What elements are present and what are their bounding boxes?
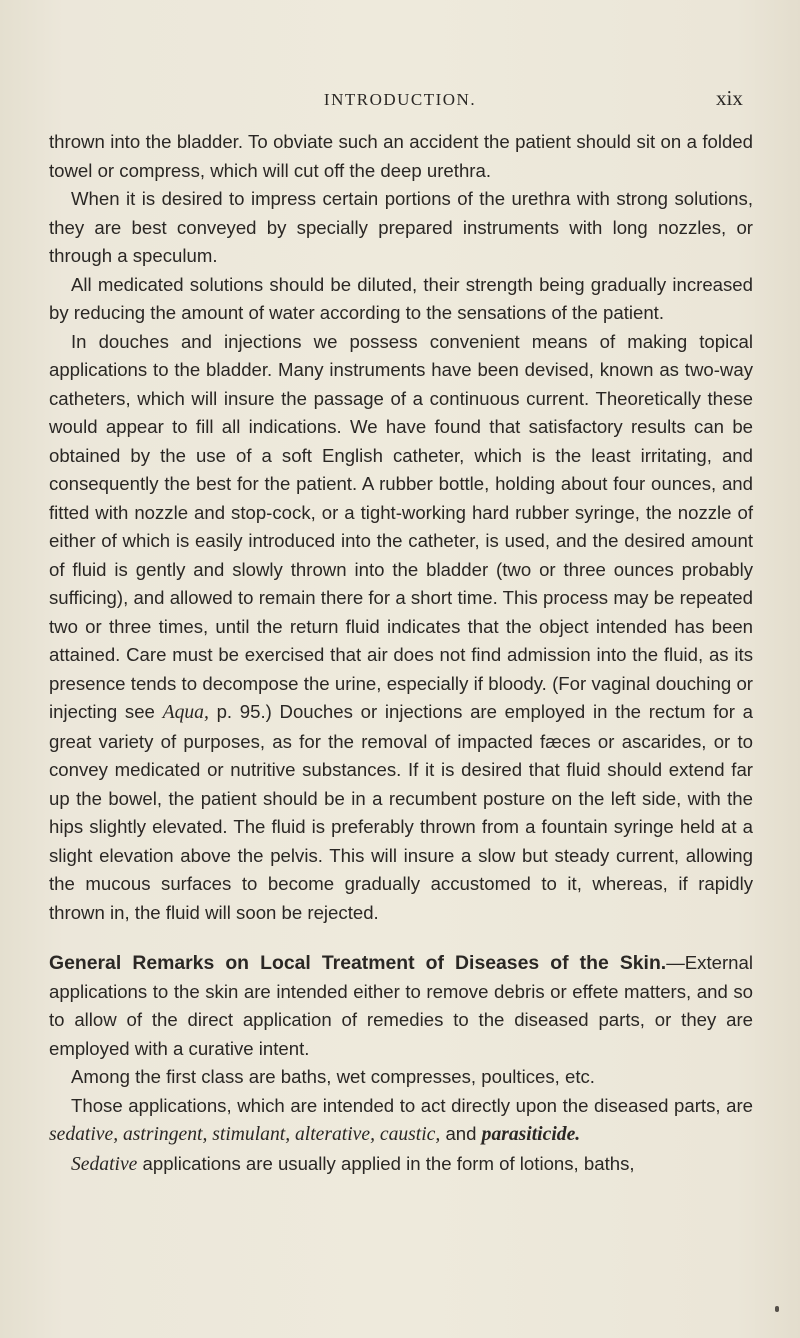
running-head (0, 86, 800, 116)
page-number: xix (716, 86, 743, 110)
paragraph-medicated-solutions (49, 271, 753, 328)
italic-term-sedative: Sedative (71, 1153, 138, 1175)
paragraph-text: applications are usually applied in the form of lotions, baths, (142, 1152, 635, 1174)
paragraph-text: All medicated solutions should be diluted, their strength being gradually increased by reducing the amount of water according to the sensations of the patient. (49, 273, 753, 323)
paragraph-text: thrown into the bladder. To obviate such an accident the patient should sit on a folded towel or compress, which will cut off the deep urethra. (49, 131, 753, 181)
paragraph-sedative (49, 1150, 753, 1180)
paragraph-skin-treatment (49, 949, 753, 1063)
paragraph-text: When it is desired to impress certain portions of the urethra with strong solutions, they are best conveyed by specially prepared instruments with long nozzles, or through a speculum. (49, 188, 753, 266)
italic-terms: sedative, astringent, stimulant, alterative, caustic, (49, 1124, 441, 1145)
paragraph-text: —External applications to the skin are intended either to remove debris or effete matters, and so to allow of the direct application of remedies to the diseased parts, or they are employed with a curative intent. (49, 952, 753, 1059)
paragraph-text: In douches and injections we possess convenient means of making topical applications to the bladder. Many instruments have been devised, known as two-way catheters, which will insure the passage of a continuous current. Theoretically these would appear to fill all indications. We have found that satisfactory results can be obtained by the use of a soft English catheter, which is the least irritating, and consequently the best for the patient. A rubber bottle, holding about four ounces, and fitted with nozzle and stop-cock, or a tight-working hard rubber syringe, the nozzle of either of which is easily introduced into the catheter, is used, and the desired amount of fluid is gently and slowly thrown into the bladder (two or three ounces probably sufficing), and allowed to remain there for a short time. This process may be repeated two or three times, until the return fluid indicates that the object intended has been attained. Care must be exercised that air does not find admission into the fluid, as its presence tends to decompose the urine, especially if bloody. (For vaginal douching or injecting see (49, 330, 753, 722)
paragraph-text: p. 95.) Douches or injections are employed in the rectum for a great variety of purposes, as for the removal of impacted fæces or ascarides, or to convey medicated or nutritive substances. If it is desired that fluid should extend far up the bowel, the patient should be in a recumbent posture on the left side, with the hips slightly elevated. The fluid is preferably thrown from a fountain syringe held at a slight elevation above the pelvis. This will insure a slow but steady current, allowing the mucous surfaces to become gradually accustomed to it, whereas, if rapidly thrown in, the fluid will soon be rejected. (49, 701, 753, 923)
running-title: INTRODUCTION. (323, 90, 477, 109)
paragraph-text: and (445, 1123, 477, 1144)
cross-reference: Aqua, (162, 702, 209, 723)
body-text (49, 128, 753, 1179)
paragraph-text: Among the first class are baths, wet compresses, poultices, etc. (71, 1066, 595, 1087)
paragraph-first-class (49, 1063, 753, 1092)
paragraph-continuation (49, 128, 753, 185)
paragraph-text: Those applications, which are intended to act directly upon the diseased parts, are (71, 1094, 753, 1116)
paragraph-urethra-solutions (49, 185, 753, 271)
italic-term-parasiticide: parasiticide. (481, 1124, 581, 1145)
paragraph-douches-injections (49, 328, 753, 928)
paragraph-applications (49, 1092, 753, 1150)
section-heading: General Remarks on Local Treatment of Diseases of the Skin. (49, 952, 667, 974)
ink-speck (775, 1306, 779, 1312)
